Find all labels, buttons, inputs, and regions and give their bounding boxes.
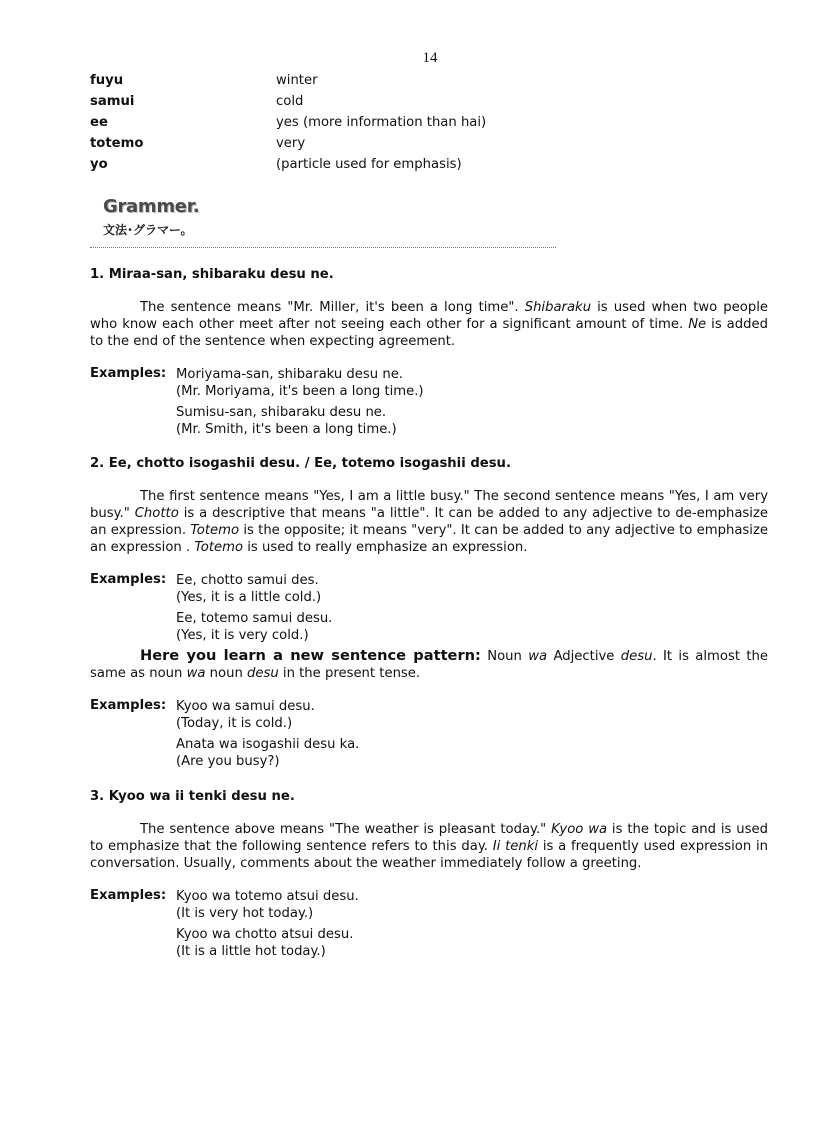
vocab-term: samui	[90, 94, 135, 109]
example-english: (Today, it is cold.)	[176, 716, 293, 731]
vocabulary-list	[90, 70, 690, 175]
example-item	[176, 366, 768, 400]
section-2-examples	[90, 572, 768, 644]
grammar-title: Grammer.	[103, 196, 200, 217]
example-japanese: Kyoo wa chotto atsui desu.	[176, 927, 354, 942]
example-item	[176, 698, 768, 732]
section-1-paragraph: The sentence means "Mr. Miller, it's been a long time". Shibaraku is used when two people who know each other meet after not seeing each other for a significant amount of time. Ne is added to the end of the sentence when expecting agreement.	[90, 300, 768, 349]
vocab-meaning: (particle used for emphasis)	[276, 157, 462, 172]
example-japanese: Moriyama-san, shibaraku desu ne.	[176, 367, 403, 382]
section-2-examples-2	[90, 698, 768, 770]
grammar-content	[90, 266, 768, 960]
section-2-title: 2. Ee, chotto isogashii desu. / Ee, totemo isogashii desu.	[90, 456, 511, 471]
section-3-examples	[90, 888, 768, 960]
dotted-divider	[90, 247, 556, 248]
example-item	[176, 572, 768, 606]
vocab-term: ee	[90, 115, 108, 130]
example-english: (It is a little hot today.)	[176, 944, 326, 959]
example-japanese: Kyoo wa totemo atsui desu.	[176, 889, 359, 904]
vocab-meaning: winter	[276, 73, 318, 88]
vocab-term: yo	[90, 157, 108, 172]
example-english: (Yes, it is very cold.)	[176, 628, 309, 643]
example-item	[176, 926, 768, 960]
example-japanese: Anata wa isogashii desu ka.	[176, 737, 360, 752]
example-japanese: Kyoo wa samui desu.	[176, 699, 315, 714]
example-english: (Mr. Smith, it's been a long time.)	[176, 422, 397, 437]
sentence-pattern-paragraph: Here you learn a new sentence pattern: Noun wa Adjective desu. It is almost the same as noun wa noun desu in the present tense.	[90, 647, 768, 681]
example-item	[176, 888, 768, 922]
example-english: (Mr. Moriyama, it's been a long time.)	[176, 384, 424, 399]
vocab-term: fuyu	[90, 73, 124, 88]
example-english: (Yes, it is a little cold.)	[176, 590, 322, 605]
vocab-row	[90, 133, 690, 154]
example-japanese: Ee, chotto samui des.	[176, 573, 319, 588]
example-english: (It is very hot today.)	[176, 906, 314, 921]
section-2-paragraph: The first sentence means "Yes, I am a little busy." The second sentence means "Yes, I am very busy." Chotto is a descriptive that means "a little". It can be added to any adjective to de-emphasize an expression. Totemo is the opposite; it means "very". It can be added to any adjective to emphasize an expression . Totemo is used to really emphasize an expression.	[90, 489, 769, 555]
vocab-term: totemo	[90, 136, 144, 151]
grammar-subtitle: 文法･グラマー。	[103, 223, 193, 237]
examples-label: Examples:	[90, 572, 167, 587]
section-1-examples	[90, 366, 768, 438]
vocab-meaning: very	[276, 136, 306, 151]
example-japanese: Sumisu-san, shibaraku desu ne.	[176, 405, 387, 420]
vocab-row	[90, 154, 690, 175]
vocab-meaning: cold	[276, 94, 304, 109]
vocab-row	[90, 112, 690, 133]
grammar-heading	[103, 196, 199, 238]
examples-label: Examples:	[90, 366, 167, 381]
section-3-paragraph: The sentence above means "The weather is pleasant today." Kyoo wa is the topic and is used to emphasize that the following sentence refers to this day. Ii tenki is a frequently used expression in conversation. Usually, comments about the weather immediately follow a greeting.	[90, 822, 768, 871]
example-english: (Are you busy?)	[176, 754, 280, 769]
page-number: 14	[422, 50, 438, 66]
vocab-meaning: yes (more information than hai)	[276, 115, 487, 130]
example-item	[176, 404, 768, 438]
example-item	[176, 610, 768, 644]
vocab-row	[90, 91, 690, 112]
vocab-row	[90, 70, 690, 91]
section-3-title: 3. Kyoo wa ii tenki desu ne.	[90, 789, 295, 804]
section-1-title: 1. Miraa-san, shibaraku desu ne.	[90, 267, 334, 282]
example-japanese: Ee, totemo samui desu.	[176, 611, 333, 626]
examples-label: Examples:	[90, 698, 167, 713]
examples-label: Examples:	[90, 888, 167, 903]
example-item	[176, 736, 768, 770]
